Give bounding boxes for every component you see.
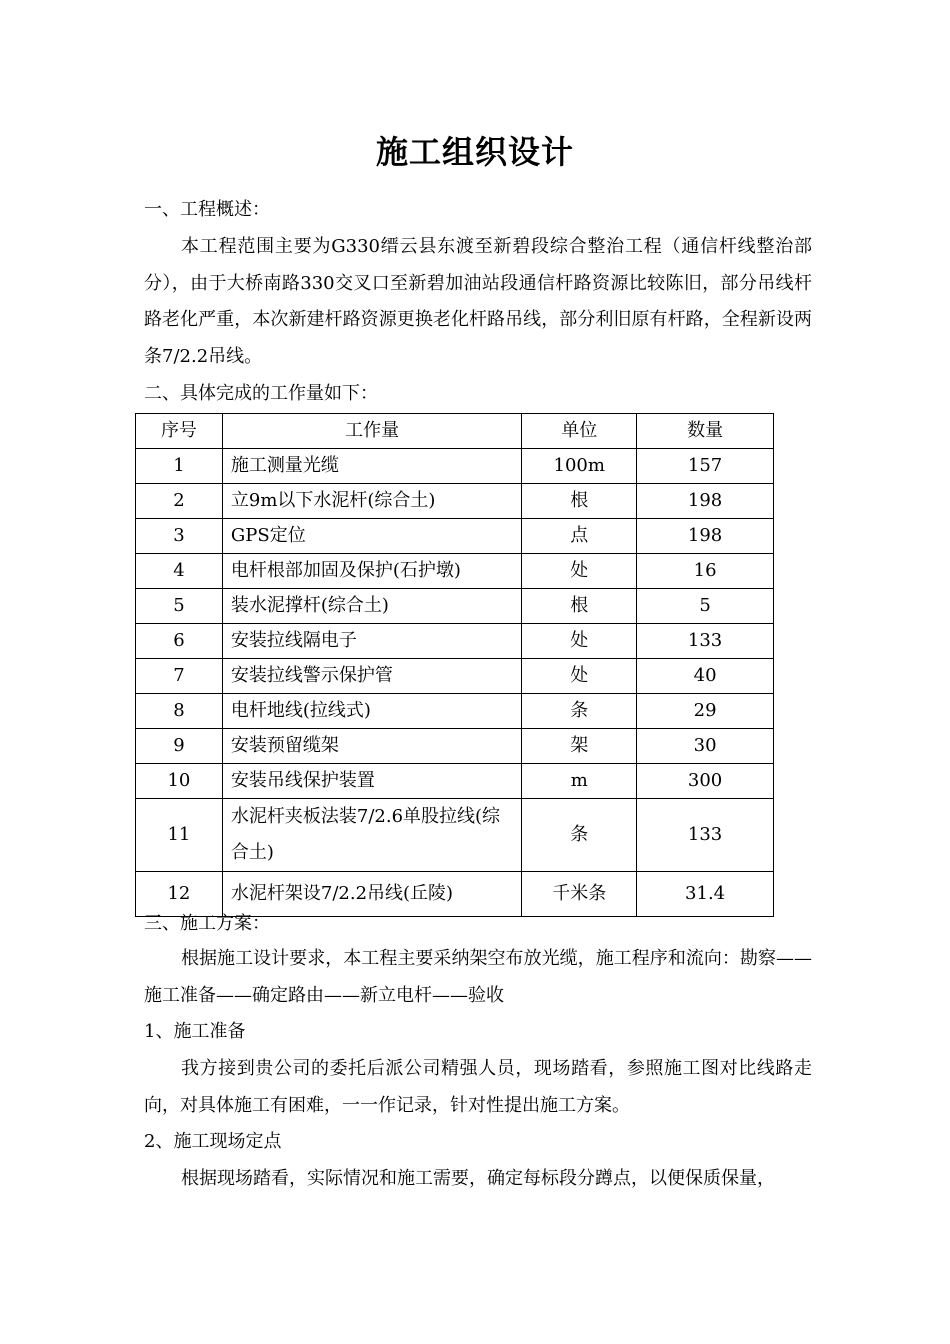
table-header-cell: 序号: [136, 414, 223, 449]
table-cell: 千米条: [522, 872, 637, 917]
table-cell: 157: [637, 449, 774, 484]
sub1-heading: 1、施工准备: [144, 1021, 246, 1042]
table-cell: 40: [637, 659, 774, 694]
table-header-cell: 单位: [522, 414, 637, 449]
table-row: [136, 624, 774, 659]
table-cell: 6: [136, 624, 223, 659]
table-cell: 133: [637, 799, 774, 872]
table-cell: 9: [136, 729, 223, 764]
table-row: [136, 659, 774, 694]
table-cell: 7: [136, 659, 223, 694]
table-cell: 5: [637, 589, 774, 624]
table-cell: 处: [522, 659, 637, 694]
table-cell: 处: [522, 554, 637, 589]
table-cell: 12: [136, 872, 223, 917]
table-row: [136, 589, 774, 624]
document-title: 施工组织设计: [375, 133, 574, 171]
table-cell: 16: [637, 554, 774, 589]
table-row: [136, 764, 774, 799]
table-cell: 安装拉线警示保护管: [222, 659, 521, 694]
table-cell: 水泥杆夹板法装7/2.6单股拉线(综合土): [222, 799, 521, 872]
table-row: [136, 694, 774, 729]
table-row: [136, 484, 774, 519]
table-cell: 3: [136, 519, 223, 554]
sub2-heading: 2、施工现场定点: [144, 1131, 282, 1152]
table-cell: 29: [637, 694, 774, 729]
table-cell: GPS定位: [222, 519, 521, 554]
sub1-body: 我方接到贵公司的委托后派公司精强人员，现场踏看，参照施工图对比线路走向，对具体施工有困难，一一作记录，针对性提出施工方案。: [144, 1058, 812, 1116]
table-cell: 装水泥撑杆(综合土): [222, 589, 521, 624]
table-header-cell: 工作量: [222, 414, 521, 449]
table-header-cell: 数量: [637, 414, 774, 449]
table-row: [136, 449, 774, 484]
table-cell: 31.4: [637, 872, 774, 917]
table-row: [136, 729, 774, 764]
table-cell: 198: [637, 484, 774, 519]
table-cell: 11: [136, 799, 223, 872]
table-cell: 处: [522, 624, 637, 659]
workload-table: [135, 413, 774, 917]
table-cell: m: [522, 764, 637, 799]
table-cell: 电杆根部加固及保护(石护墩): [222, 554, 521, 589]
table-row: [136, 799, 774, 872]
table-cell: 198: [637, 519, 774, 554]
table-cell: 1: [136, 449, 223, 484]
table-cell: 根: [522, 589, 637, 624]
table-cell: 电杆地线(拉线式): [222, 694, 521, 729]
table-cell: 施工测量光缆: [222, 449, 521, 484]
table-cell: 安装拉线隔电子: [222, 624, 521, 659]
section2-heading: 二、具体完成的工作量如下：: [144, 383, 378, 404]
table-cell: 条: [522, 694, 637, 729]
table-cell: 30: [637, 729, 774, 764]
sub2-body: 根据现场踏看，实际情况和施工需要，确定每标段分蹲点，以便保质保量，: [181, 1168, 775, 1189]
table-cell: 100m: [522, 449, 637, 484]
table-cell: 安装吊线保护装置: [222, 764, 521, 799]
table-cell: 安装预留缆架: [222, 729, 521, 764]
section1-body: 本工程范围主要为G330缙云县东渡至新碧段综合整治工程（通信杆线整治部分），由于大桥南路330交叉口至新碧加油站段通信杆路资源比较陈旧，部分吊线杆路老化严重，本次新建杆路资源更换老化杆路吊线，部分利旧原有杆路，全程新设两条7/2.2吊线。: [144, 236, 812, 368]
table-row: [136, 554, 774, 589]
table-cell: 立9m以下水泥杆(综合土): [222, 484, 521, 519]
table-cell: 5: [136, 589, 223, 624]
table-cell: 8: [136, 694, 223, 729]
table-cell: 点: [522, 519, 637, 554]
table-cell: 条: [522, 799, 637, 872]
table-cell: 架: [522, 729, 637, 764]
table-cell: 133: [637, 624, 774, 659]
section3-body: 根据施工设计要求，本工程主要采纳架空布放光缆，施工程序和流向：勘察——施工准备——确定路由——新立电杆——验收: [144, 948, 812, 1006]
table-cell: 2: [136, 484, 223, 519]
section1-heading: 一、工程概述：: [144, 199, 270, 220]
table-header-row: [136, 414, 774, 449]
section3-heading: 三、施工方案：: [144, 913, 270, 934]
table-cell: 4: [136, 554, 223, 589]
table-cell: 300: [637, 764, 774, 799]
table-cell: 10: [136, 764, 223, 799]
table-row: [136, 519, 774, 554]
table-cell: 水泥杆架设7/2.2吊线(丘陵): [222, 872, 521, 917]
table-cell: 根: [522, 484, 637, 519]
